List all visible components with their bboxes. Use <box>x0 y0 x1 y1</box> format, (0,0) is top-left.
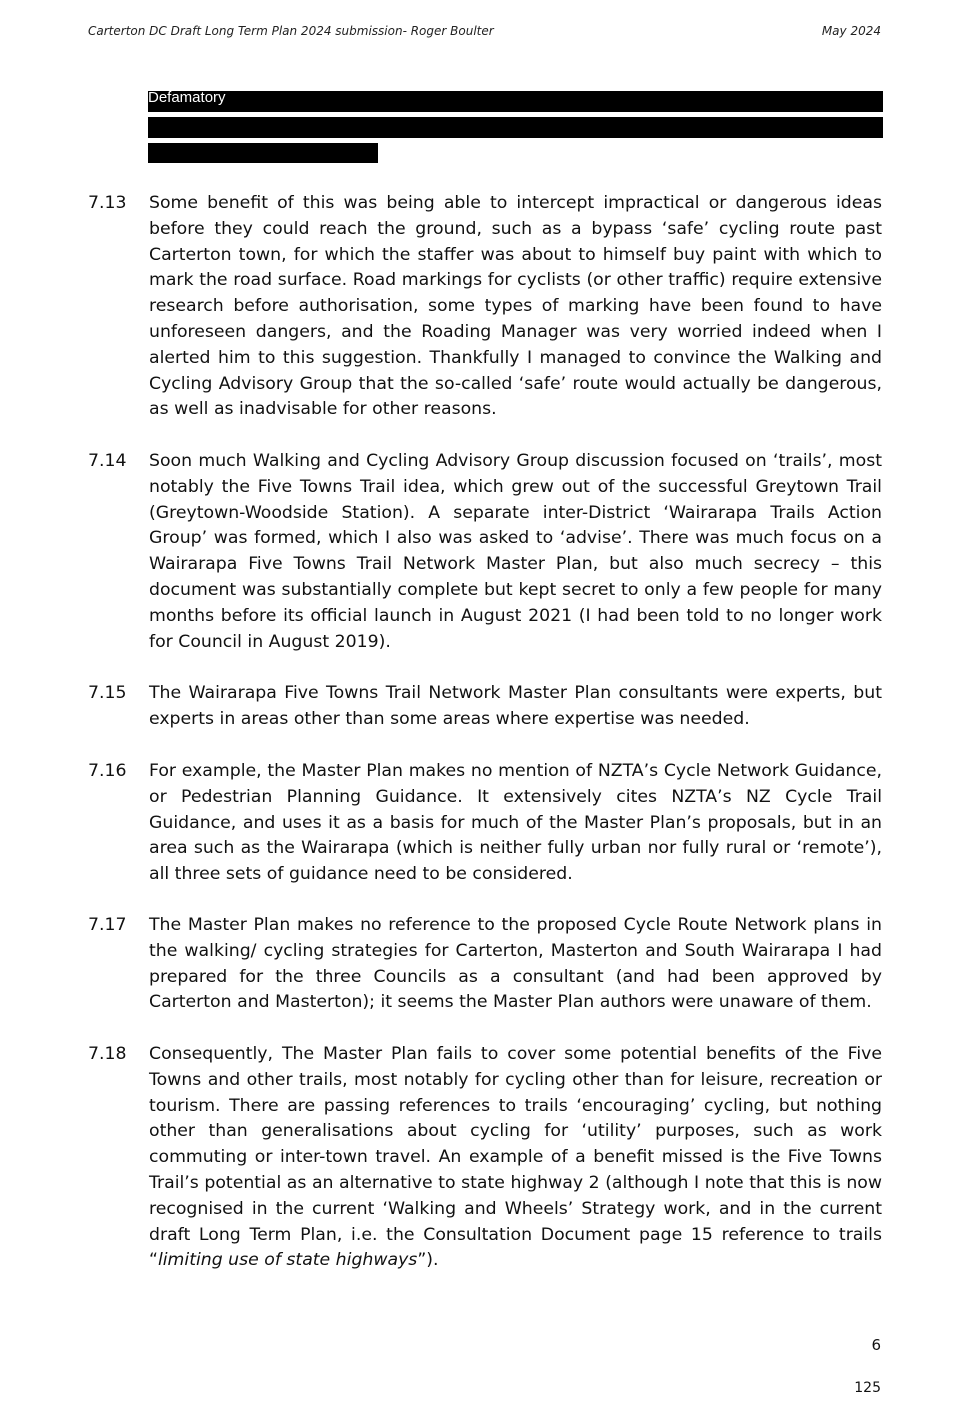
paragraph-7-13 <box>88 191 882 423</box>
paragraph-number: 7.18 <box>88 1044 127 1064</box>
redaction-bar <box>148 117 883 138</box>
paragraph-text: The Wairarapa Five Towns Trail Network Master Plan consultants were experts, but experts in areas other than some areas where expertise was needed. <box>149 683 882 729</box>
redaction-label: Defamatory <box>148 89 226 106</box>
paragraph-7-15 <box>88 681 882 733</box>
redaction-bar <box>148 143 378 163</box>
paragraph-7-18 <box>88 1042 882 1274</box>
paragraph-text: Some benefit of this was being able to intercept impractical or dangerous ideas before they could reach the ground, such as a bypass ‘safe’ cycling route past Carterton town, for which the staffer was about to himself buy paint with which to mark the road surface. Road markings for cyclists (or other traffic) require extensive research before authorisation, some types of marking have been found to have unforeseen dangers, and the Roading Manager was very worried indeed when I alerted him to this suggestion. Thankfully I managed to convince the Walking and Cycling Advisory Group that the so-called ‘safe’ route would actually be dangerous, as well as inadvisable for other reasons. <box>149 193 882 420</box>
page-number: 6 <box>871 1336 881 1354</box>
paragraph-7-17 <box>88 913 882 1016</box>
header-date: May 2024 <box>821 24 881 38</box>
paragraph-number: 7.17 <box>88 915 127 935</box>
paragraph-text <box>149 1042 882 1274</box>
header-title: Carterton DC Draft Long Term Plan 2024 submission- Roger Boulter <box>88 24 494 38</box>
redaction-bar <box>148 91 883 112</box>
paragraph-number: 7.13 <box>88 193 127 213</box>
paragraph-number: 7.15 <box>88 683 127 703</box>
paragraph-7-16 <box>88 759 882 888</box>
paragraph-number: 7.14 <box>88 451 127 471</box>
paragraph-text: The Master Plan makes no reference to the proposed Cycle Route Network plans in the walking/ cycling strategies for Carterton, Masterton and South Wairarapa I had prepared for the three Councils as a consultant (and had been approved by Carterton and Masterton); it seems the Master Plan authors were unaware of them. <box>149 915 882 1013</box>
paragraph-quote: limiting use of state highways <box>157 1250 418 1271</box>
paragraph-text-end: ”). <box>417 1250 439 1271</box>
paragraph-text: For example, the Master Plan makes no mention of NZTA’s Cycle Network Guidance, or Pedestrian Planning Guidance. It extensively cites NZTA’s NZ Cycle Trail Guidance, and uses it as a basis for much of the Master Plan’s proposals, but in an area such as the Wairarapa (which is neither fully urban nor fully rural or ‘remote’), all three sets of guidance need to be considered. <box>149 761 882 885</box>
document-page-number: 125 <box>854 1380 881 1396</box>
paragraph-7-14 <box>88 449 882 655</box>
paragraph-text: Soon much Walking and Cycling Advisory Group discussion focused on ‘trails’, most notably the Five Towns Trail idea, which grew out of the successful Greytown Trail (Greytown-Woodside Station). A separate inter-District ‘Wairarapa Trails Action Group’ was formed, which I also was asked to ‘advise’. There was much focus on a Wairarapa Five Towns Trail Network Master Plan, but also much secrecy – this document was substantially complete but kept secret to only a few people for many months before its official launch in August 2021 (I had been told to no longer work for Council in August 2019). <box>149 451 882 652</box>
paragraph-text-main: Consequently, The Master Plan fails to cover some potential benefits of the Five Towns and other trails, most notably for cycling other than for leisure, recreation or tourism. There are passing references to trails ‘encouraging’ cycling, but nothing other than generalisations about cycling for ‘utility’ purposes, such as work commuting or inter-town travel. An example of a benefit missed is the Five Towns Trail’s potential as an alternative to state highway 2 (although I note that this is now recognised in the current ‘Walking and Wheels’ Strategy work, and in the current draft Long Term Plan, i.e. the Consultation Document page 15 reference to trails “ <box>149 1044 882 1271</box>
paragraph-number: 7.16 <box>88 761 127 781</box>
